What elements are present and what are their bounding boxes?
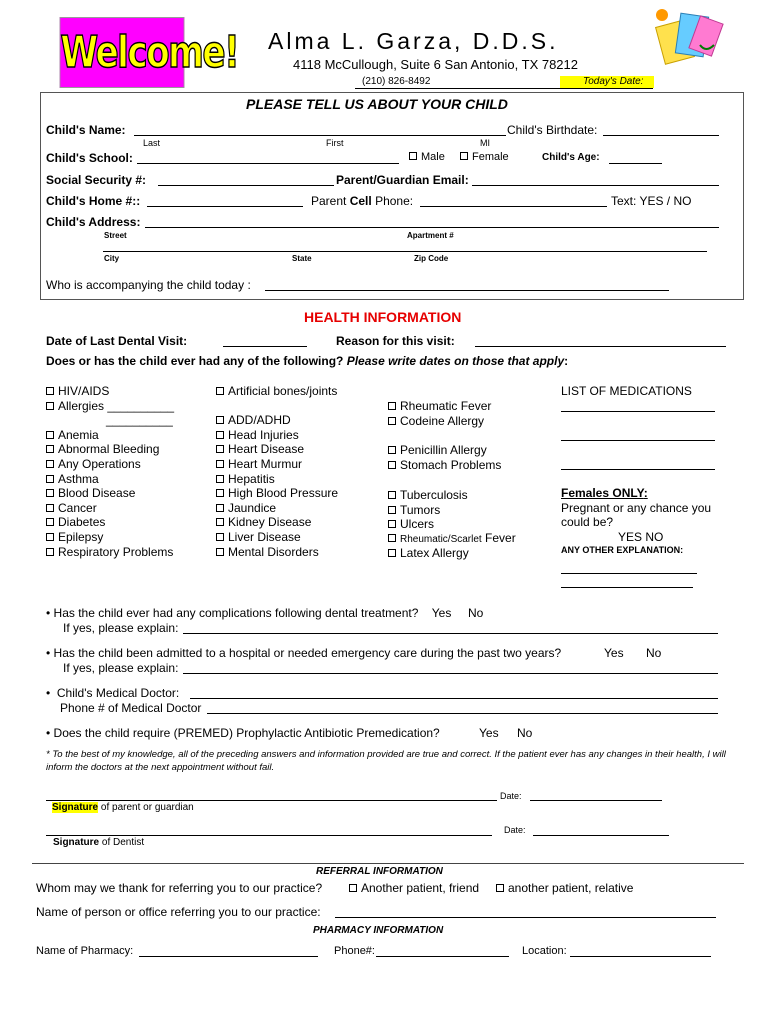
- condition-label: Diabetes: [58, 515, 106, 530]
- home-phone-label: Child's Home #::: [46, 194, 141, 208]
- q1-no[interactable]: No: [468, 606, 484, 620]
- condition-item[interactable]: [216, 530, 338, 545]
- condition-checkbox[interactable]: [216, 518, 224, 526]
- q2-explain-input[interactable]: [183, 673, 718, 674]
- condition-checkbox[interactable]: [216, 548, 224, 556]
- condition-checkbox[interactable]: [388, 520, 396, 528]
- condition-item[interactable]: [216, 515, 338, 530]
- condition-label: Codeine Allergy: [400, 413, 485, 428]
- condition-checkbox[interactable]: [216, 431, 224, 439]
- explanation-input-1[interactable]: [561, 573, 697, 574]
- condition-label: Respiratory Problems: [58, 544, 174, 559]
- female-checkbox[interactable]: [460, 152, 468, 160]
- condition-label: Anemia: [58, 427, 99, 442]
- condition-checkbox[interactable]: [46, 518, 54, 526]
- condition-label: Penicillin Allergy: [400, 443, 487, 457]
- todays-date-label: Today's Date:: [583, 76, 644, 87]
- condition-label: High Blood Pressure: [228, 486, 339, 501]
- condition-item[interactable]: [216, 545, 338, 560]
- condition-item[interactable]: [46, 428, 174, 443]
- condition-checkbox[interactable]: [46, 548, 54, 556]
- practice-address: 4118 McCullough, Suite 6 San Antonio, TX 78212: [293, 57, 578, 72]
- females-only-label: Females ONLY:: [561, 486, 648, 500]
- referral-option-relative[interactable]: another patient, relative: [496, 881, 633, 895]
- condition-label: Blood Disease: [58, 486, 136, 501]
- state-sublabel: State: [292, 254, 312, 263]
- condition-checkbox[interactable]: [216, 460, 224, 468]
- parent-cell-input[interactable]: [420, 206, 607, 207]
- condition-label: Kidney Disease: [228, 515, 312, 530]
- pharmacy-name-input[interactable]: [139, 956, 318, 957]
- mi-sublabel: MI: [480, 138, 490, 148]
- condition-item[interactable]: [46, 530, 174, 545]
- condition-item[interactable]: [388, 399, 491, 414]
- condition-checkbox[interactable]: [46, 533, 54, 541]
- pregnant-question-cont: could be?: [561, 515, 614, 529]
- city-sublabel: City: [104, 254, 120, 263]
- condition-label: Heart Disease: [228, 442, 305, 457]
- condition-checkbox[interactable]: [216, 387, 224, 395]
- pharmacy-title: PHARMACY INFORMATION: [313, 925, 444, 936]
- condition-item[interactable]: [46, 486, 174, 501]
- practice-phone: (210) 826-8492: [362, 76, 431, 87]
- age-label: Child's Age:: [542, 152, 600, 163]
- dentist-signature-label: Signature of Dentist: [53, 837, 145, 848]
- condition-item[interactable]: [46, 457, 174, 472]
- school-label: Child's School:: [46, 151, 133, 165]
- child-section-title: PLEASE TELL US ABOUT YOUR CHILD: [246, 96, 508, 112]
- birthdate-label: Child's Birthdate:: [507, 123, 598, 137]
- condition-label: Abnormal Bleeding: [58, 442, 160, 457]
- condition-item[interactable]: [46, 384, 174, 399]
- q2-yes[interactable]: Yes: [604, 646, 624, 660]
- condition-checkbox[interactable]: [216, 504, 224, 512]
- condition-checkbox[interactable]: [388, 446, 396, 454]
- pharmacy-location-label: Location:: [522, 945, 567, 957]
- condition-item[interactable]: [216, 472, 338, 487]
- conditions-question: Does or has the child ever had any of the following? Please write dates on those that apply:: [46, 354, 569, 368]
- condition-label: Ulcers: [400, 517, 435, 532]
- q1-explain-label: If yes, please explain:: [63, 621, 179, 635]
- address-label: Child's Address:: [46, 215, 141, 229]
- male-checkbox[interactable]: [409, 152, 417, 160]
- condition-item[interactable]: [216, 442, 338, 457]
- condition-label: Stomach Problems: [400, 457, 502, 472]
- pharmacy-phone-label: Phone#:: [334, 945, 375, 957]
- condition-label: Allergies __________: [58, 398, 175, 413]
- child-name-input[interactable]: [134, 135, 506, 136]
- condition-checkbox[interactable]: [46, 460, 54, 468]
- q1-explain-input[interactable]: [183, 633, 718, 634]
- condition-checkbox[interactable]: [388, 491, 396, 499]
- condition-checkbox[interactable]: [216, 445, 224, 453]
- condition-label: Artificial bones/joints: [228, 384, 338, 398]
- condition-checkbox[interactable]: [216, 489, 224, 497]
- q2-no[interactable]: No: [646, 646, 662, 660]
- condition-label: Tumors: [400, 502, 441, 517]
- condition-label: Tuberculosis: [400, 488, 468, 502]
- condition-item[interactable]: [216, 486, 338, 501]
- email-label: Parent/Guardian Email:: [336, 173, 469, 187]
- female-option[interactable]: Female: [460, 151, 509, 163]
- medications-label: LIST OF MEDICATIONS: [561, 384, 692, 398]
- condition-checkbox[interactable]: [46, 475, 54, 483]
- condition-rheumatic-scarlet[interactable]: Rheumatic/Scarlet Fever: [388, 531, 516, 545]
- condition-item[interactable]: [388, 414, 491, 429]
- condition-item[interactable]: [216, 399, 338, 414]
- condition-item[interactable]: [388, 517, 468, 532]
- condition-label: Head Injuries: [228, 427, 299, 442]
- condition-checkbox[interactable]: [388, 506, 396, 514]
- condition-label: Mental Disorders: [228, 544, 319, 559]
- medical-doctor-label: • Child's Medical Doctor:: [46, 686, 180, 700]
- referral-option-friend[interactable]: Another patient, friend: [349, 881, 479, 895]
- parent-signature-input[interactable]: [46, 800, 497, 801]
- school-input[interactable]: [137, 163, 399, 164]
- email-input[interactable]: [472, 185, 719, 186]
- date2-label: Date:: [504, 825, 526, 835]
- condition-item[interactable]: [46, 515, 174, 530]
- condition-item[interactable]: [216, 384, 338, 399]
- doctor-phone-label: Phone # of Medical Doctor: [60, 701, 202, 715]
- disclaimer-text: * To the best of my knowledge, all of the preceding answers and information provided are true and correct. If the patient ever has any changes in their health, I will inform the doctors at the next appointment without fail.: [46, 749, 726, 773]
- school-supplies-icon: [650, 5, 725, 65]
- premed-question: • Does the child require (PREMED) Prophylactic Antibiotic Premedication?: [46, 726, 440, 740]
- condition-checkbox[interactable]: [46, 387, 54, 395]
- condition-label: Rheumatic Fever: [400, 399, 492, 413]
- last-sublabel: Last: [143, 138, 161, 148]
- relative-checkbox[interactable]: [496, 884, 504, 892]
- medication-input-3[interactable]: [561, 469, 715, 470]
- pregnant-yes-no[interactable]: YES NO: [618, 530, 664, 544]
- condition-item[interactable]: [46, 501, 174, 516]
- condition-label: Jaundice: [228, 500, 277, 515]
- explanation-input-2[interactable]: [561, 587, 693, 588]
- date1-input[interactable]: [530, 800, 662, 801]
- health-section-title: HEALTH INFORMATION: [304, 309, 462, 325]
- condition-checkbox[interactable]: [46, 489, 54, 497]
- condition-item[interactable]: [46, 399, 174, 414]
- city-state-zip-input[interactable]: [103, 251, 707, 252]
- condition-checkbox[interactable]: [388, 402, 396, 410]
- condition-item[interactable]: [388, 503, 468, 518]
- condition-item[interactable]: [46, 442, 174, 457]
- conditions-column-3c: [388, 488, 468, 532]
- condition-item[interactable]: [388, 488, 468, 503]
- pharmacy-phone-input[interactable]: [376, 956, 509, 957]
- pregnant-question: Pregnant or any chance you: [561, 501, 712, 515]
- condition-checkbox[interactable]: [46, 504, 54, 512]
- condition-label: Cancer: [58, 500, 97, 515]
- friend-checkbox[interactable]: [349, 884, 357, 892]
- referrer-name-label: Name of person or office referring you to our practice:: [36, 905, 321, 919]
- condition-checkbox[interactable]: [46, 402, 54, 410]
- pharmacy-name-label: Name of Pharmacy:: [36, 945, 134, 957]
- condition-item[interactable]: [216, 413, 338, 428]
- practice-name: Alma L. Garza, D.D.S.: [268, 28, 559, 54]
- referral-question: Whom may we thank for referring you to our practice?: [36, 881, 323, 895]
- q4-no[interactable]: No: [517, 726, 533, 740]
- condition-item[interactable]: [388, 443, 501, 458]
- condition-checkbox[interactable]: [216, 475, 224, 483]
- street-sublabel: Street: [104, 231, 127, 240]
- ssn-input[interactable]: [158, 185, 334, 186]
- parent-signature-label: Signature of parent or guardian: [52, 802, 194, 813]
- referral-title: REFERRAL INFORMATION: [316, 866, 443, 877]
- condition-label: Hepatitis: [228, 471, 275, 486]
- hospital-question: • Has the child been admitted to a hospital or needed emergency care during the past two years?: [46, 646, 562, 660]
- q1-yes[interactable]: Yes: [431, 606, 452, 620]
- condition-label: Epilepsy: [58, 529, 104, 544]
- zip-sublabel: Zip Code: [414, 254, 449, 263]
- apartment-sublabel: Apartment #: [407, 231, 454, 240]
- condition-label: Any Operations: [58, 456, 141, 471]
- complications-question: • Has the child ever had any complications following dental treatment? Yes No: [46, 606, 484, 620]
- last-visit-label: Date of Last Dental Visit:: [46, 334, 188, 348]
- condition-checkbox[interactable]: [216, 416, 224, 424]
- other-explanation-label: ANY OTHER EXPLANATION:: [561, 545, 684, 555]
- accompany-input[interactable]: [265, 290, 669, 291]
- conditions-column-3b: [388, 443, 501, 472]
- home-phone-input[interactable]: [147, 206, 303, 207]
- medication-input-1[interactable]: [561, 411, 715, 412]
- condition-latex[interactable]: Latex Allergy: [388, 546, 469, 560]
- condition-checkbox[interactable]: [388, 417, 396, 425]
- condition-item[interactable]: __________: [106, 413, 173, 428]
- medical-doctor-input[interactable]: [190, 698, 718, 699]
- age-input[interactable]: [609, 163, 662, 164]
- condition-label: Heart Murmur: [228, 456, 303, 471]
- child-name-label: Child's Name:: [46, 123, 126, 137]
- accompany-label: Who is accompanying the child today :: [46, 278, 251, 292]
- conditions-column-1: [46, 384, 174, 559]
- referral-divider: [32, 863, 744, 865]
- conditions-column-3a: [388, 399, 491, 428]
- dentist-signature-input[interactable]: [46, 835, 492, 836]
- reason-label: Reason for this visit:: [336, 334, 455, 348]
- pharmacy-location-input[interactable]: [570, 956, 711, 957]
- condition-checkbox[interactable]: [46, 445, 54, 453]
- condition-item[interactable]: [46, 472, 174, 487]
- condition-checkbox[interactable]: [46, 431, 54, 439]
- condition-item[interactable]: [216, 457, 338, 472]
- condition-label: HIV/AIDS: [58, 384, 110, 398]
- male-option[interactable]: Male: [409, 151, 445, 163]
- condition-checkbox[interactable]: [216, 533, 224, 541]
- condition-label: ADD/ADHD: [228, 413, 291, 428]
- ssn-label: Social Security #:: [46, 173, 147, 187]
- condition-item[interactable]: [46, 545, 174, 560]
- condition-label: Asthma: [58, 471, 99, 486]
- street-input[interactable]: [145, 227, 719, 228]
- doctor-phone-input[interactable]: [207, 713, 718, 714]
- condition-item[interactable]: [388, 458, 501, 473]
- text-yes-no[interactable]: Text: YES / NO: [611, 194, 692, 208]
- condition-item[interactable]: [216, 428, 338, 443]
- conditions-column-2: [216, 384, 338, 559]
- date2-input[interactable]: [533, 835, 669, 836]
- reason-input[interactable]: [475, 346, 726, 347]
- last-visit-input[interactable]: [223, 346, 307, 347]
- condition-label: Liver Disease: [228, 529, 301, 544]
- date1-label: Date:: [500, 791, 522, 801]
- parent-cell-label: Parent Cell Phone:: [311, 194, 414, 208]
- q4-yes[interactable]: Yes: [479, 726, 499, 740]
- birthdate-input[interactable]: [603, 135, 719, 136]
- q2-explain-label: If yes, please explain:: [63, 661, 179, 675]
- condition-checkbox[interactable]: [388, 461, 396, 469]
- condition-item[interactable]: [216, 501, 338, 516]
- first-sublabel: First: [326, 138, 344, 148]
- referrer-name-input[interactable]: [335, 917, 716, 918]
- welcome-banner: Welcome!: [60, 17, 185, 88]
- medication-input-2[interactable]: [561, 440, 715, 441]
